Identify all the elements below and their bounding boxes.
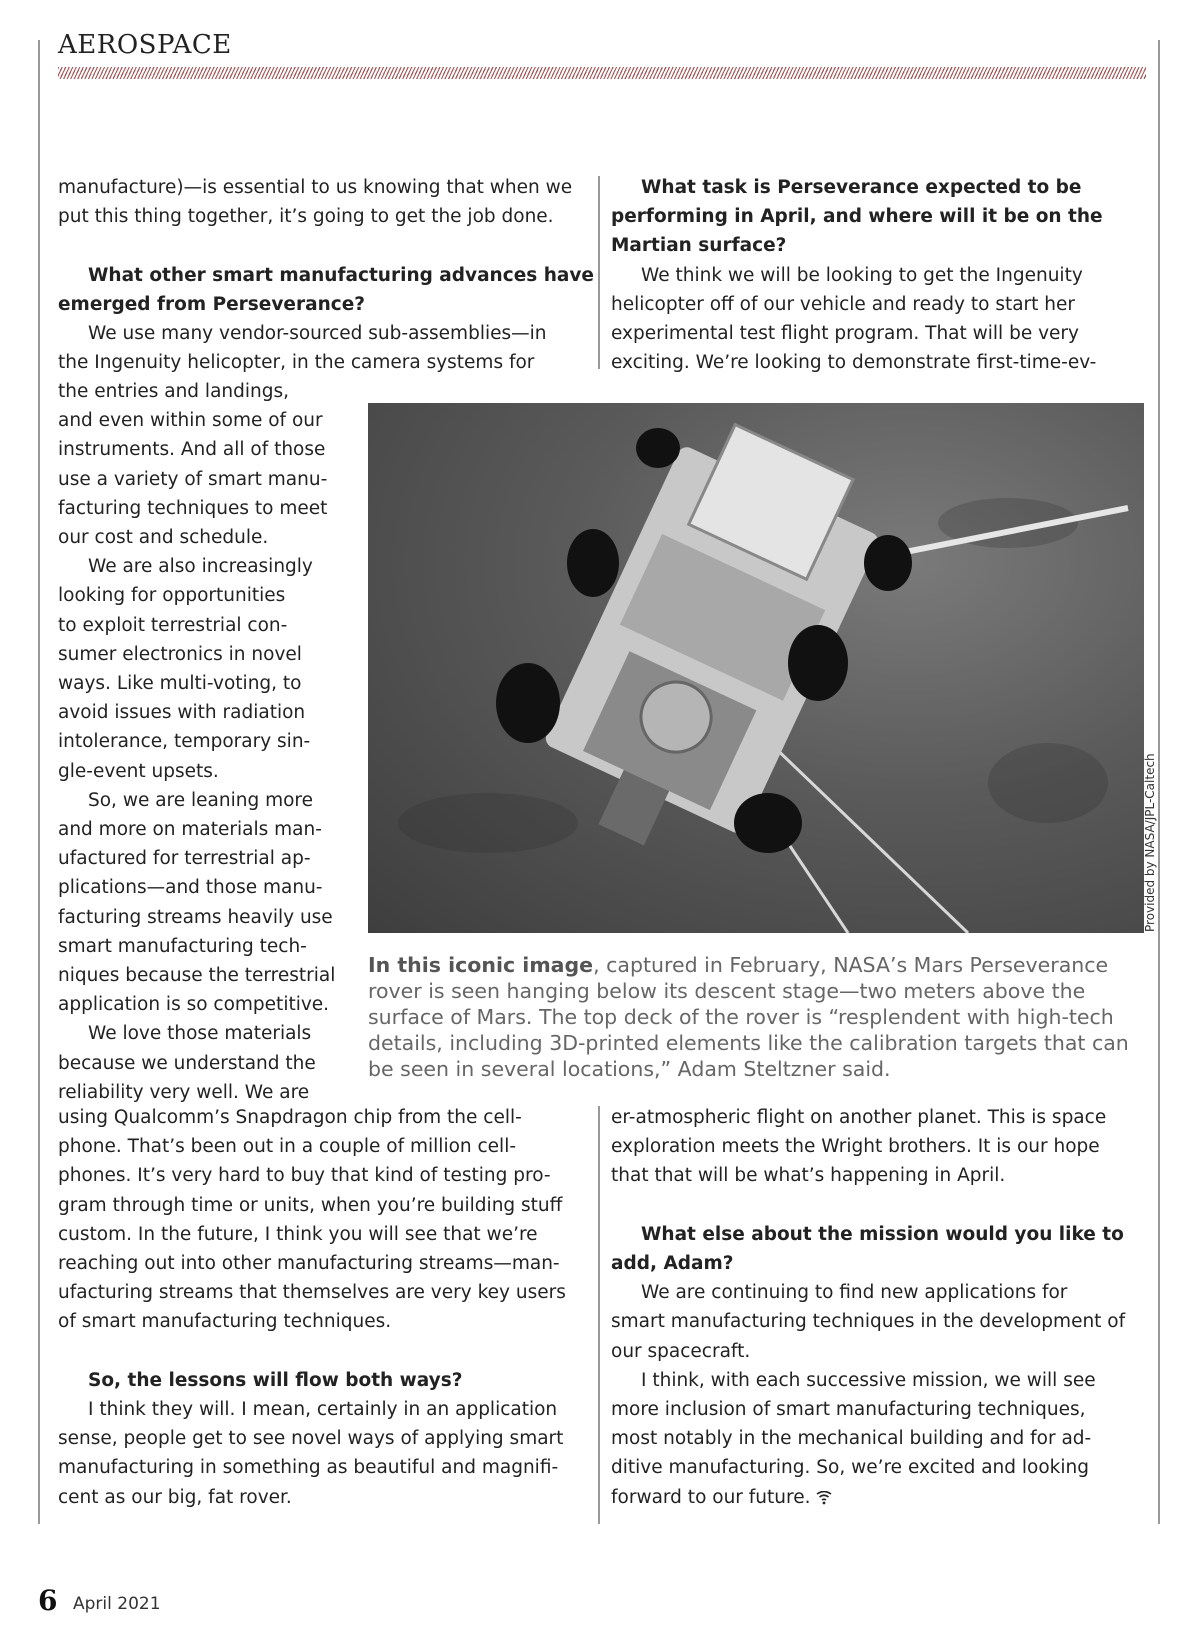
text-line: We love those materials: [88, 1023, 312, 1045]
text-line: add, Adam?: [611, 1253, 734, 1274]
left-margin-rule: [38, 40, 40, 1524]
right-margin-rule: [1158, 40, 1160, 1524]
text-line: more inclusion of smart manufacturing techniques,: [611, 1399, 1086, 1421]
text-line: ditive manufacturing. So, we’re excited and looking: [611, 1457, 1089, 1479]
text-line: facturing streams heavily use: [58, 906, 333, 928]
question-heading: [611, 173, 1151, 261]
text-line: What task is Perseverance expected to be: [641, 177, 1082, 198]
paragraph: [58, 786, 358, 1020]
text-line: ufactured for terrestrial ap-: [58, 848, 311, 870]
text-line: the Ingenuity helicopter, in the camera systems for: [58, 352, 535, 374]
question-heading: [611, 1220, 1156, 1278]
text-line: I think, with each successive mission, we will see: [641, 1369, 1096, 1391]
paragraph: [58, 1395, 598, 1512]
photo-credit: Provided by NASA/JPL-Caltech: [1143, 753, 1157, 932]
text-line: performing in April, and where will it be on the: [611, 206, 1103, 228]
text-line: gle-event upsets.: [58, 760, 219, 782]
text-line: So, we are leaning more: [88, 789, 314, 811]
col2-bottom-block: [611, 1103, 1156, 1512]
text-line: gram through time or units, when you’re building stuff: [58, 1194, 563, 1216]
text-line: reaching out into other manufacturing streams—man-: [58, 1253, 560, 1275]
text-line: smart manufacturing techniques in the development of: [611, 1311, 1126, 1333]
text-line: avoid issues with radiation: [58, 702, 306, 724]
column-rule-bottom: [598, 1106, 600, 1524]
text-line: We are continuing to find new applications for: [641, 1282, 1068, 1304]
paragraph: [58, 1103, 598, 1337]
caption-lead: In this iconic image: [368, 953, 594, 977]
text-line: phone. That’s been out in a couple of million cell-: [58, 1136, 517, 1158]
text-line: that that will be what’s happening in April.: [611, 1165, 1006, 1187]
text-line: our cost and schedule.: [58, 527, 269, 549]
col1-top-block: [58, 173, 598, 377]
text-line: helicopter off of our vehicle and ready to start her: [611, 293, 1076, 315]
text-line: manufacturing in something as beautiful and magnifi-: [58, 1457, 559, 1479]
question-heading: So, the lessons will flow both ways?: [88, 1369, 463, 1391]
text-line: emerged from Perseverance?: [58, 293, 365, 315]
text-line: I think they will. I mean, certainly in an application: [88, 1399, 558, 1421]
text-line: er-atmospheric flight on another planet. This is space: [611, 1107, 1107, 1128]
text-line: exploration meets the Wright brothers. It is our hope: [611, 1136, 1100, 1158]
text-line: smart manufacturing tech-: [58, 935, 307, 957]
column-rule-top: [598, 176, 600, 369]
caption-text: , captured in February, NASA’s Mars Perseverance rover is seen hanging below its descent stage—two meters above the surface of Mars. The top deck of the rover is “resplendent with high-tech details, including 3D-printed elements like the calibration targets that can be seen in several locations,” Adam Steltzner said.: [368, 953, 1129, 1081]
text-line: We use many vendor-sourced sub-assemblies—in: [88, 323, 547, 344]
question-heading: [58, 261, 598, 319]
paragraph: [58, 377, 358, 552]
text-line: to exploit terrestrial con-: [58, 614, 288, 636]
text-line: put this thing together, it’s going to get the job done.: [58, 206, 554, 228]
text-line: facturing techniques to meet: [58, 497, 328, 519]
text-line: What other smart manufacturing advances have: [88, 264, 594, 286]
header-hatch-rule: [58, 67, 1146, 79]
text-line: use a variety of smart manu-: [58, 468, 328, 490]
paragraph: [58, 552, 358, 786]
text-line: the entries and landings,: [58, 381, 290, 402]
col2-top-block: [611, 173, 1151, 377]
text-line: instruments. And all of those: [58, 439, 326, 461]
text-line: plications—and those manu-: [58, 877, 323, 899]
text-line: What else about the mission would you like to: [641, 1223, 1124, 1245]
text-line: application is so competitive.: [58, 994, 330, 1016]
text-line: our spacecraft.: [611, 1340, 751, 1362]
paragraph: [611, 1366, 1156, 1512]
section-title: AEROSPACE: [58, 30, 232, 60]
text-line: using Qualcomm’s Snapdragon chip from the cell-: [58, 1107, 522, 1128]
photo-caption: [368, 952, 1158, 1082]
text-line: exciting. We’re looking to demonstrate first-time-ev-: [611, 352, 1097, 374]
text-line: niques because the terrestrial: [58, 965, 336, 987]
paragraph: [58, 1019, 358, 1107]
text-line: ways. Like multi-voting, to: [58, 673, 302, 695]
text-line: because we understand the: [58, 1052, 316, 1074]
page-number: 6: [38, 1584, 58, 1617]
text-line: We think we will be looking to get the Ingenuity: [641, 264, 1083, 286]
text-line: reliability very well. We are: [58, 1081, 310, 1103]
text-line: and even within some of our: [58, 410, 323, 432]
text-line: We are also increasingly: [88, 556, 313, 578]
rover-illustration: [368, 403, 1144, 933]
rover-photo: [368, 403, 1144, 933]
text-line: and more on materials man-: [58, 819, 322, 841]
end-mark-icon: [816, 1491, 832, 1505]
text-line: forward to our future.: [611, 1486, 811, 1508]
text-line: most notably in the mechanical building and for ad-: [611, 1428, 1092, 1450]
text-line: phones. It’s very hard to buy that kind of testing pro-: [58, 1165, 551, 1187]
col1-wrap-block: [58, 377, 358, 1107]
text-line: cent as our big, fat rover.: [58, 1486, 292, 1508]
text-line: manufacture)—is essential to us knowing that when we: [58, 177, 573, 198]
text-line: Martian surface?: [611, 235, 787, 257]
text-line: sense, people get to see novel ways of applying smart: [58, 1428, 564, 1450]
paragraph: [58, 319, 598, 377]
paragraph: [58, 173, 598, 231]
text-line: experimental test flight program. That will be very: [611, 323, 1079, 345]
paragraph: [611, 261, 1151, 378]
text-line: custom. In the future, I think you will see that we’re: [58, 1223, 538, 1245]
text-line: intolerance, temporary sin-: [58, 731, 311, 753]
text-line: ufacturing streams that themselves are very key users: [58, 1282, 566, 1304]
issue-date: April 2021: [73, 1594, 161, 1614]
paragraph: [611, 1278, 1156, 1366]
text-line: looking for opportunities: [58, 585, 286, 607]
text-line: of smart manufacturing techniques.: [58, 1311, 392, 1333]
text-line: sumer electronics in novel: [58, 643, 302, 665]
col1-bottom-block: [58, 1103, 598, 1512]
paragraph: [611, 1103, 1156, 1191]
